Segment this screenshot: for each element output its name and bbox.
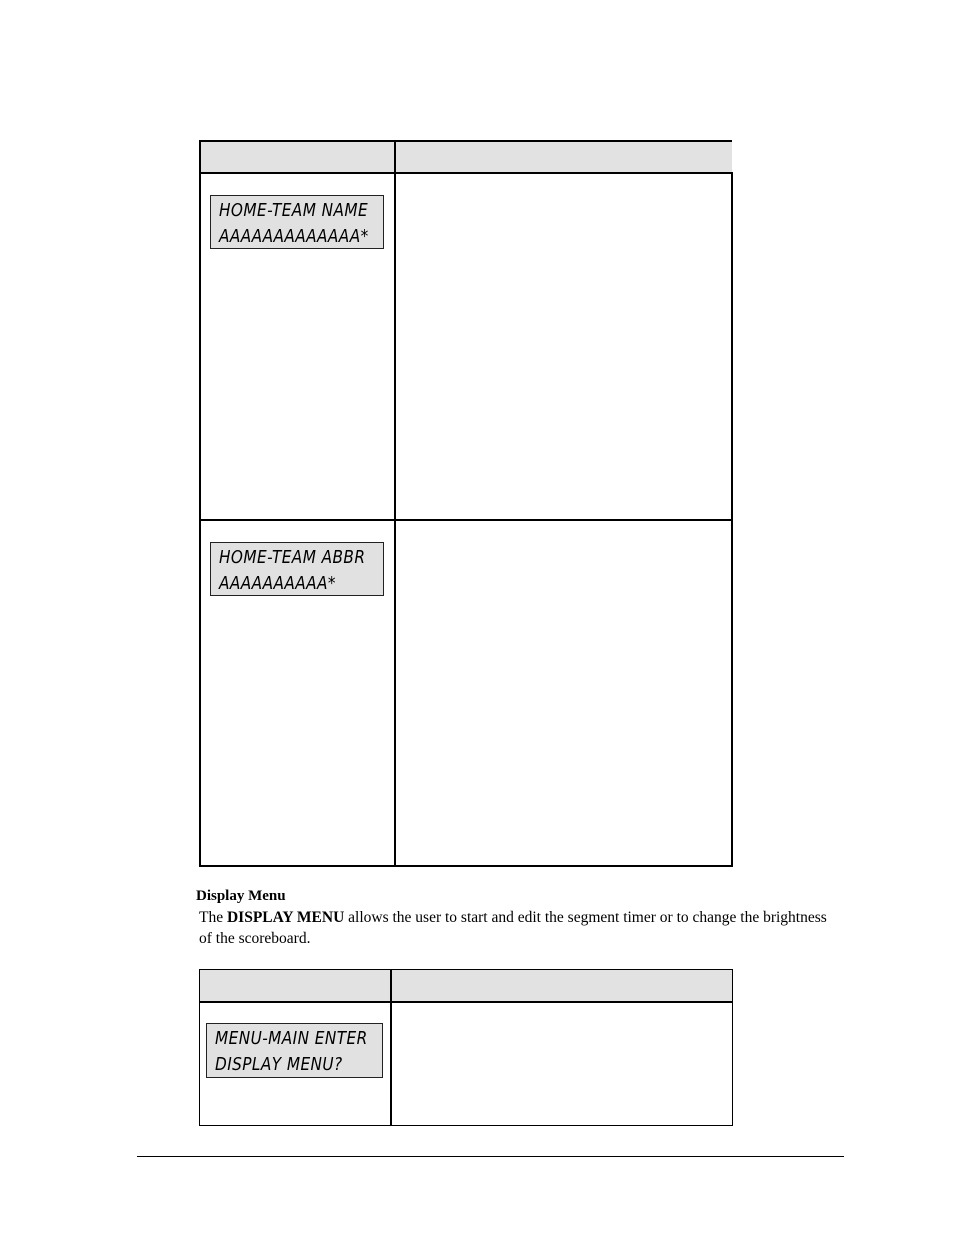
section-paragraph [199, 907, 829, 949]
table-1-top-border [199, 140, 732, 142]
lcd-display-home-team-name [210, 195, 384, 249]
table-1-header [199, 140, 732, 173]
lcd-line-1: HOME-TEAM ABBR [219, 547, 366, 568]
lcd-line-2: DISPLAY MENU? [215, 1054, 343, 1075]
table-2 [199, 969, 733, 1126]
lcd-line-1: HOME-TEAM NAME [219, 200, 369, 221]
table-1-bottom-border [199, 865, 733, 867]
table-1-left-border [199, 140, 201, 867]
table-1-row-divider [199, 519, 733, 521]
paragraph-prefix: The [199, 909, 227, 926]
footer-rule [137, 1156, 844, 1157]
lcd-line-2: AAAAAAAAAA* [219, 573, 336, 594]
lcd-line-2: AAAAAAAAAAAAA* [219, 226, 369, 247]
lcd-display-home-team-abbr [210, 542, 384, 596]
section-heading: Display Menu [196, 888, 286, 904]
table-2-column-divider [390, 969, 392, 1126]
lcd-display-menu-main [206, 1023, 383, 1078]
paragraph-bold-term: DISPLAY MENU [226, 909, 345, 926]
table-2-header-divider [199, 1001, 733, 1003]
table-1 [199, 140, 733, 867]
table-1-header-divider [199, 172, 733, 174]
lcd-line-1: MENU-MAIN ENTER [215, 1028, 368, 1049]
table-1-column-divider [394, 140, 396, 867]
paragraph-rest: allows the user to start and edit the segment timer or to change the brightness of the scoreboard. [199, 909, 827, 947]
